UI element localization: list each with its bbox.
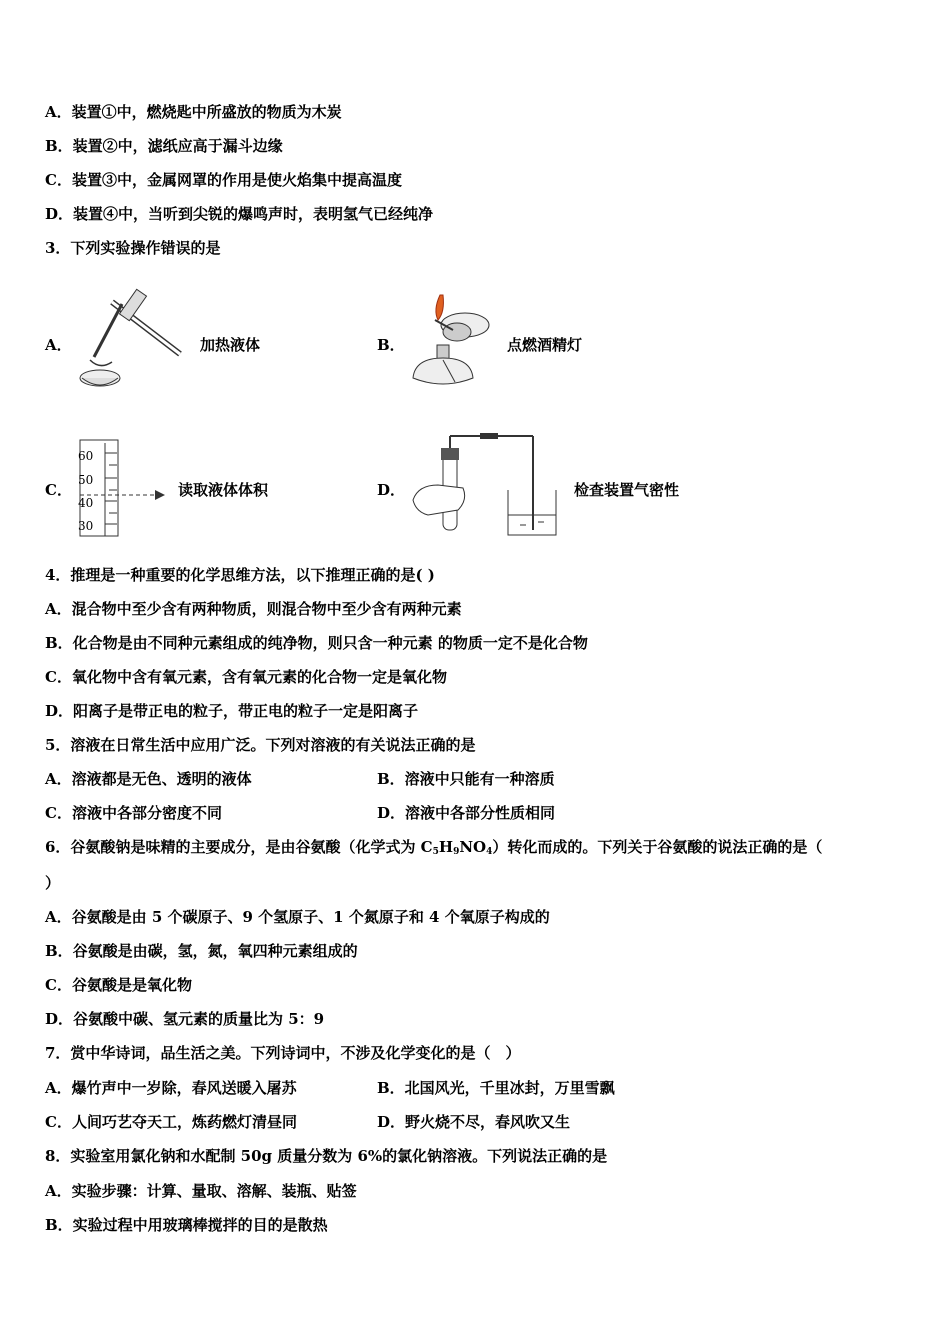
q4-option-a: A．混合物中至少含有两种物质，则混合物中至少含有两种元素 [45, 600, 462, 618]
q8-option-b: B．实验过程中用玻璃棒搅拌的目的是散热 [45, 1216, 328, 1234]
q3-option-d-letter: D． [377, 481, 406, 499]
q2-option-d: D．装置④中，当听到尖锐的爆鸣声时，表明氢气已经纯净 [45, 205, 434, 223]
q3-option-a-letter: A． [45, 336, 72, 354]
q7-option-a: A．爆竹声中一岁除，春风送暖入屠苏 [45, 1079, 297, 1097]
q4-stem: 4．推理是一种重要的化学思维方法，以下推理正确的是( ) [45, 566, 435, 584]
q3-option-c-caption: 读取液体体积 [178, 481, 269, 499]
q3-stem: 3．下列实验操作错误的是 [45, 239, 221, 257]
q3-option-d-caption: 检查装置气密性 [574, 481, 680, 499]
cylinder-tick-50: 50 [78, 473, 94, 487]
q6-option-a: A．谷氨酸是由 5 个碳原子、9 个氢原子、1 个氮原子和 4 个氧原子构成的 [45, 908, 550, 926]
q3-option-a-caption: 加热液体 [200, 336, 261, 354]
cylinder-tick-30: 30 [78, 519, 94, 533]
q8-stem: 8．实验室用氯化钠和水配制 50g 质量分数为 6%的氯化钠溶液。下列说法正确的是 [45, 1147, 608, 1165]
q2-option-a: A．装置①中，燃烧匙中所盛放的物质为木炭 [45, 103, 342, 121]
q6-option-d: D．谷氨酸中碳、氢元素的质量比为 5：9 [45, 1010, 325, 1028]
q6-stem-continued: ） [45, 874, 61, 892]
q5-option-a: A．溶液都是无色、透明的液体 [45, 770, 252, 788]
q5-stem: 5．溶液在日常生活中应用广泛。下列对溶液的有关说法正确的是 [45, 736, 476, 754]
q5-option-d: D．溶液中各部分性质相同 [377, 804, 556, 822]
q7-option-d: D．野火烧不尽，春风吹又生 [377, 1113, 571, 1131]
cylinder-tick-60: 60 [78, 449, 94, 463]
q6-stem: 6．谷氨酸钠是味精的主要成分，是由谷氨酸（化学式为 $C_5H_9NO_4$）转化而成的。下列关于谷氨酸的说法正确的是（ [45, 838, 823, 857]
q4-option-b: B．化合物是由不同种元素组成的纯净物，则只含一种元素 的物质一定不是化合物 [45, 634, 588, 652]
lighting-alcohol-lamp-figure [405, 290, 505, 395]
heating-liquid-figure [72, 282, 192, 392]
q3-option-c-letter: C． [45, 481, 72, 499]
q3-option-b-caption: 点燃酒精灯 [507, 336, 583, 354]
q3-option-b-letter: B． [377, 336, 405, 354]
q4-option-d: D．阳离子是带正电的粒子，带正电的粒子一定是阳离子 [45, 702, 419, 720]
cylinder-tick-40: 40 [78, 496, 94, 510]
q2-option-b: B．装置②中，滤纸应高于漏斗边缘 [45, 137, 283, 155]
airtightness-check-figure [408, 430, 558, 542]
q6-option-c: C．谷氨酸是是氧化物 [45, 976, 192, 994]
q5-option-b: B．溶液中只能有一种溶质 [377, 770, 555, 788]
q5-option-c: C．溶液中各部分密度不同 [45, 804, 222, 822]
q7-stem: 7．赏中华诗词，品生活之美。下列诗词中，不涉及化学变化的是（ ） [45, 1044, 521, 1062]
q2-option-c: C．装置③中，金属网罩的作用是使火焰集中提高温度 [45, 171, 402, 189]
q6-option-b: B．谷氨酸是由碳，氢，氮，氧四种元素组成的 [45, 942, 358, 960]
q8-option-a: A．实验步骤：计算、量取、溶解、装瓶、贴签 [45, 1182, 357, 1200]
q7-option-b: B．北国风光，千里冰封，万里雪飘 [377, 1079, 615, 1097]
q4-option-c: C．氧化物中含有氧元素，含有氧元素的化合物一定是氧化物 [45, 668, 447, 686]
q7-option-c: C．人间巧艺夺天工，炼药燃灯清昼同 [45, 1113, 297, 1131]
